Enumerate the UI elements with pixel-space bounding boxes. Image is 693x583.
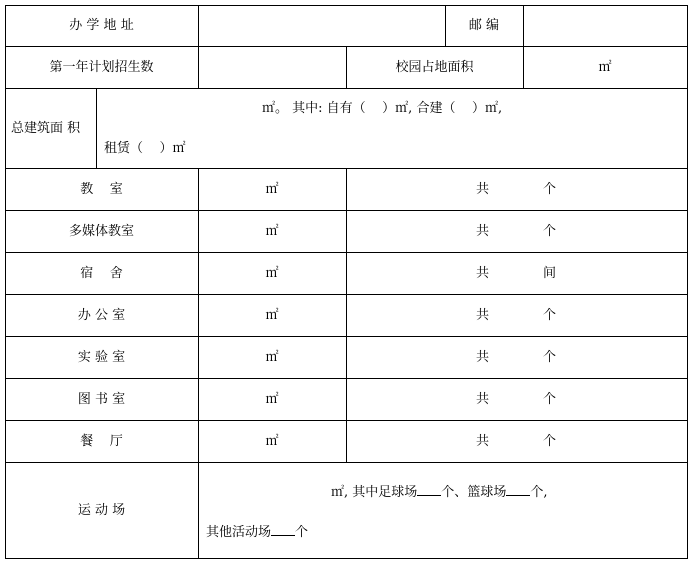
room-count-prefix: 共 xyxy=(476,308,490,323)
rule xyxy=(346,168,347,462)
campus-area-unit: ㎡ xyxy=(598,60,612,75)
total-building-area-label: 总建筑面 积 xyxy=(11,121,81,136)
basketball-count-unit: 个, xyxy=(530,485,548,500)
room-count-suffix: 个 xyxy=(543,224,557,239)
room-area-unit: ㎡ xyxy=(265,350,279,365)
football-count-unit: 个、 xyxy=(441,485,468,500)
room-count-prefix: 共 xyxy=(476,350,490,365)
total-building-area-line2: 租赁（ ）㎡ xyxy=(104,141,186,156)
rule xyxy=(5,558,688,559)
postal-code-label: 邮 编 xyxy=(468,18,500,33)
room-count-prefix: 共 xyxy=(476,182,490,197)
room-area-unit: ㎡ xyxy=(265,266,279,281)
room-count-suffix: 个 xyxy=(543,308,557,323)
room-area-unit: ㎡ xyxy=(265,308,279,323)
rule xyxy=(5,88,688,89)
other-count-blank[interactable] xyxy=(271,523,295,536)
rule xyxy=(5,5,688,6)
first-year-enrollment-label: 第一年计划招生数 xyxy=(49,60,154,75)
other-count-unit: 个 xyxy=(295,525,309,540)
school-address-label: 办 学 地 址 xyxy=(69,18,134,33)
room-count-prefix: 共 xyxy=(476,434,490,449)
rule xyxy=(96,88,97,168)
room-label: 图 书 室 xyxy=(77,392,126,407)
football-count-blank[interactable] xyxy=(417,483,441,496)
campus-area-label: 校园占地面积 xyxy=(395,60,474,75)
sports-field-line2 xyxy=(206,523,506,541)
room-label: 餐 厅 xyxy=(80,434,123,449)
rule xyxy=(5,5,6,559)
football-field-text: 其中足球场 xyxy=(352,485,418,500)
room-count-prefix: 共 xyxy=(476,224,490,239)
room-count-suffix: 个 xyxy=(543,392,557,407)
room-area-unit: ㎡ xyxy=(265,224,279,239)
basketball-court-text: 篮球场 xyxy=(467,485,507,500)
rule xyxy=(5,462,688,463)
room-label: 多媒体教室 xyxy=(68,224,134,239)
room-label: 办 公 室 xyxy=(77,308,126,323)
room-area-unit: ㎡ xyxy=(265,434,279,449)
room-area-unit: ㎡ xyxy=(265,392,279,407)
room-count-prefix: 共 xyxy=(476,266,490,281)
rule xyxy=(687,5,688,559)
sports-field-unit: ㎡, xyxy=(331,485,349,500)
sports-field-label: 运 动 场 xyxy=(77,503,126,518)
room-count-suffix: 个 xyxy=(543,434,557,449)
room-label: 实 验 室 xyxy=(77,350,126,365)
room-count-suffix: 个 xyxy=(543,350,557,365)
room-label: 教 室 xyxy=(80,182,123,197)
other-field-text: 其他活动场 xyxy=(206,525,272,540)
basketball-count-blank[interactable] xyxy=(506,483,530,496)
room-count-prefix: 共 xyxy=(476,392,490,407)
room-area-unit: ㎡ xyxy=(265,182,279,197)
room-count-suffix: 个 xyxy=(543,182,557,197)
total-building-area-line1: ㎡。 其中: 自有（ ）㎡, 合建（ ）㎡, xyxy=(262,101,503,116)
room-label: 宿 舍 xyxy=(80,266,123,281)
rule xyxy=(198,5,199,88)
room-count-suffix: 间 xyxy=(543,266,557,281)
sports-field-line1 xyxy=(331,483,681,501)
